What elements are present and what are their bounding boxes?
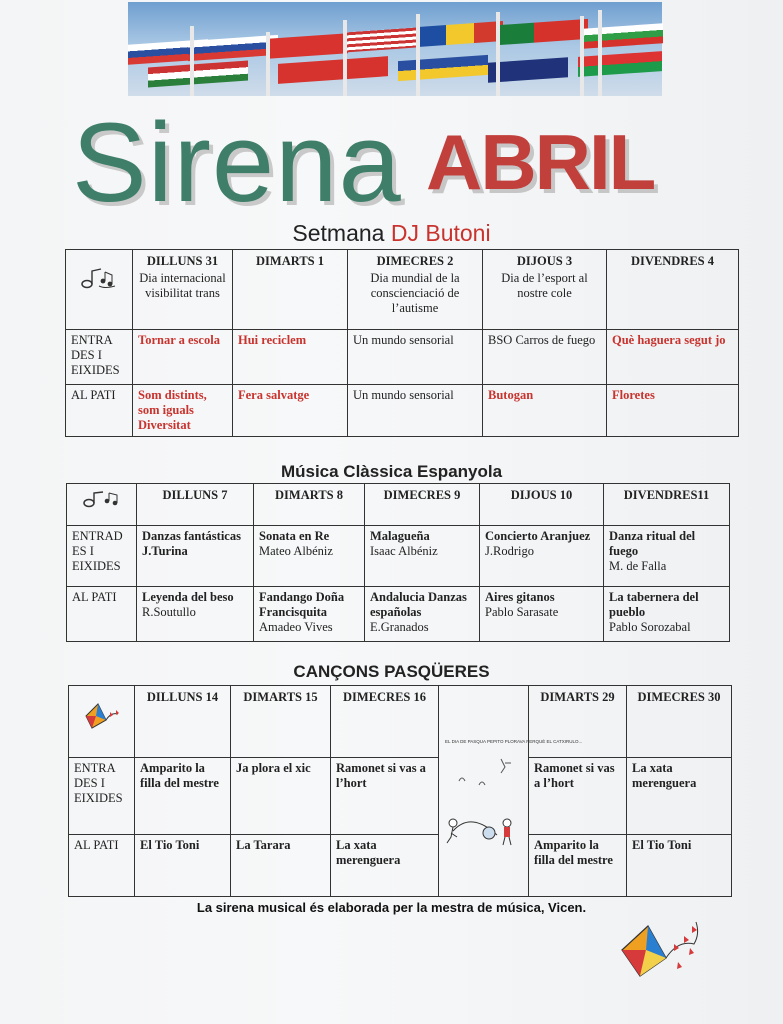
table-row [69,758,732,835]
flags-banner-image [128,2,662,96]
table-row [67,526,730,587]
row-label: AL PATI [67,587,137,642]
row-label: ENTRA DES I EIXIDES [69,758,135,835]
table-cell: Danza ritual del fuego M. de Falla [604,526,730,587]
t1-header-2: DIMECRES 2 Dia mundial de la conscienciació de l’autisme [348,250,483,330]
t2-header-1: DIMARTS 8 [254,484,365,526]
music-notes-cell [67,484,137,526]
t3-header-3: DIMARTS 29 [529,686,627,758]
t2-header-0: DILLUNS 7 [137,484,254,526]
table-cell: BSO Carros de fuego [483,330,607,385]
title-abril: ABRIL [426,118,655,206]
table-cell: La tabernera del pueblo Pablo Sorozabal [604,587,730,642]
table-cell: Floretes [607,385,739,437]
table-cell: Som distints, som iguals Diversitat [133,385,233,437]
table-cell: La xata merenguera [627,758,732,835]
section-title-pasqueres: CANÇONS PASQÜERES [293,662,490,681]
table-cell: Ja plora el xic [231,758,331,835]
table-cell: Concierto Aranjuez J.Rodrigo [480,526,604,587]
table-row [69,835,732,897]
table-cell: El Tio Toni [135,835,231,897]
t1-header-4: DIVENDRES 4 [607,250,739,330]
row-label: ENTRA DES I EIXIDES [66,330,133,385]
table-cell: Ramonet si vas a l’hort [331,758,439,835]
table-cell: Ramonet si vas a l’hort [529,758,627,835]
t3-header-0: DILLUNS 14 [135,686,231,758]
schedule-table-week1 [65,249,739,437]
table-cell: El Tio Toni [627,835,732,897]
week-name: DJ Butoni [390,220,491,246]
kite-cell [69,686,135,758]
table-cell: Danzas fantásticas J.Turina [137,526,254,587]
table-cell: Què haguera segut jo [607,330,739,385]
t1-header-1: DIMARTS 1 [233,250,348,330]
t3-header-4: DIMECRES 30 [627,686,732,758]
t1-header-3: DIJOUS 3 Dia de l’esport al nostre cole [483,250,607,330]
table-row [67,587,730,642]
t3-header-2: DIMECRES 16 [331,686,439,758]
table-row [66,330,739,385]
footer-credit: La sirena musical és elaborada per la mestra de música, Vicen. [196,900,587,915]
table-cell: Andalucia Danzas españolas E.Granados [365,587,480,642]
t3-header-1: DIMARTS 15 [231,686,331,758]
table-cell: Un mundo sensorial [348,330,483,385]
row-label: AL PATI [69,835,135,897]
table-cell: La Tarara [231,835,331,897]
table-cell: Tornar a escola [133,330,233,385]
row-label: ENTRAD ES I EIXIDES [67,526,137,587]
table-cell: La xata merenguera [331,835,439,897]
row-label: AL PATI [66,385,133,437]
table-cell: Fera salvatge [233,385,348,437]
title-sirena: Sirena [72,100,402,225]
t2-header-3: DIJOUS 10 [480,484,604,526]
t2-header-4: DIVENDRES11 [604,484,730,526]
kite-icon [82,700,122,734]
music-notes-icon [79,266,119,292]
table-cell: Sonata en Re Mateo Albéniz [254,526,365,587]
table-cell: Amparito la filla del mestre [529,835,627,897]
week-title [0,220,783,247]
table-cell: Hui reciclem [233,330,348,385]
table-row [66,385,739,437]
section-title-classica: Música Clàssica Espanyola [280,462,503,481]
schedule-table-week2 [66,483,730,642]
kite-icon [618,914,702,988]
table-cell: Malagueña Isaac Albéniz [365,526,480,587]
t2-header-2: DIMECRES 9 [365,484,480,526]
table-cell: Amparito la filla del mestre [135,758,231,835]
schedule-table-easter [68,685,732,897]
week-prefix: Setmana [292,220,385,246]
table-cell: Un mundo sensorial [348,385,483,437]
page-title [72,98,712,228]
table-cell: Leyenda del beso R.Soutullo [137,587,254,642]
table-cell: Aires gitanos Pablo Sarasate [480,587,604,642]
music-notes-icon [81,490,123,510]
table-cell: Butogan [483,385,607,437]
illustration-caption: EL DIA DE PASQUA PEPITO PLORAVA PERQUÈ EL CATXIRULO... [445,739,583,744]
table-cell: Fandango Doña Francisquita Amadeo Vives [254,587,365,642]
music-notes-cell [66,250,133,330]
t1-header-0: DILLUNS 31 Dia internacional visibilitat trans [133,250,233,330]
